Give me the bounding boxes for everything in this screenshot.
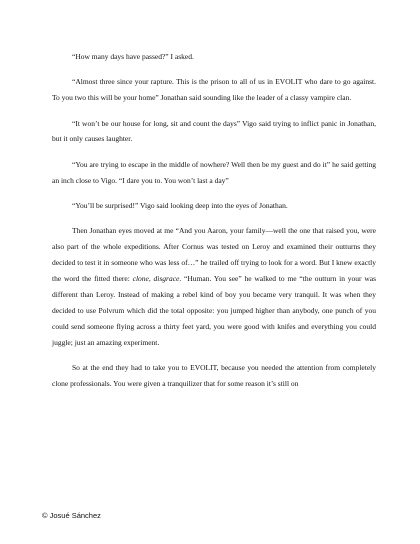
paragraph-3: “It won’t be our house for long, sit and count the days” Vigo said trying to inflict panic in Jonathan, but it only causes laughter.: [52, 118, 376, 144]
paragraph-1: “How many days have passed?” I asked.: [72, 52, 194, 61]
paragraph-6-text-start: Then Jonathan eyes moved at me “And you Aaron, your family—well the one that raised you, were also part of the whole expeditions. After Cornus was tested on Leroy and examined their outturns they decided to test it in someone who was less of…” he trailed off trying to look for a word. But I knew exactly the word the fitted there:: [52, 226, 376, 283]
paragraph-6-italic-phrase: clone, disgrace: [132, 273, 180, 283]
paragraph-6: [52, 223, 376, 350]
paragraph-4: “You are trying to escape in the middle of nowhere? Well then be my guest and do it” he said getting an inch close to Vigo. “I dare you to. You won’t last a day”: [52, 159, 376, 185]
copyright-footer: © Josué Sánchez: [42, 511, 101, 520]
document-body: [52, 49, 376, 392]
paragraph-2: “Almost three since your rapture. This is the prison to all of us in EVOLIT who dare to go against. To you two this will be your home” Jonathan said sounding like the leader of a classy vampire clan.: [52, 77, 376, 103]
paragraph-6-text-end: . “Human. You see” he walked to me “the outturn in your was different than Leroy. Instead of making a rebel kind of boy you became very tranquil. It was when they decided to use Polvrum which did the total opposite: you jumped higher than anybody, one punch of you could send someone flying across a thirty feet yard, you were good with knifes and everything you could juggle; just an amazing experiment.: [52, 273, 377, 347]
paragraph-5: “You’ll be surprised!” Vigo said looking deep into the eyes of Jonathan.: [72, 200, 288, 210]
paragraph-7: So at the end they had to take you to EVOLIT, because you needed the attention from completely clone professionals. You were given a tranquilizer that for some reason it’s still on: [52, 362, 376, 388]
